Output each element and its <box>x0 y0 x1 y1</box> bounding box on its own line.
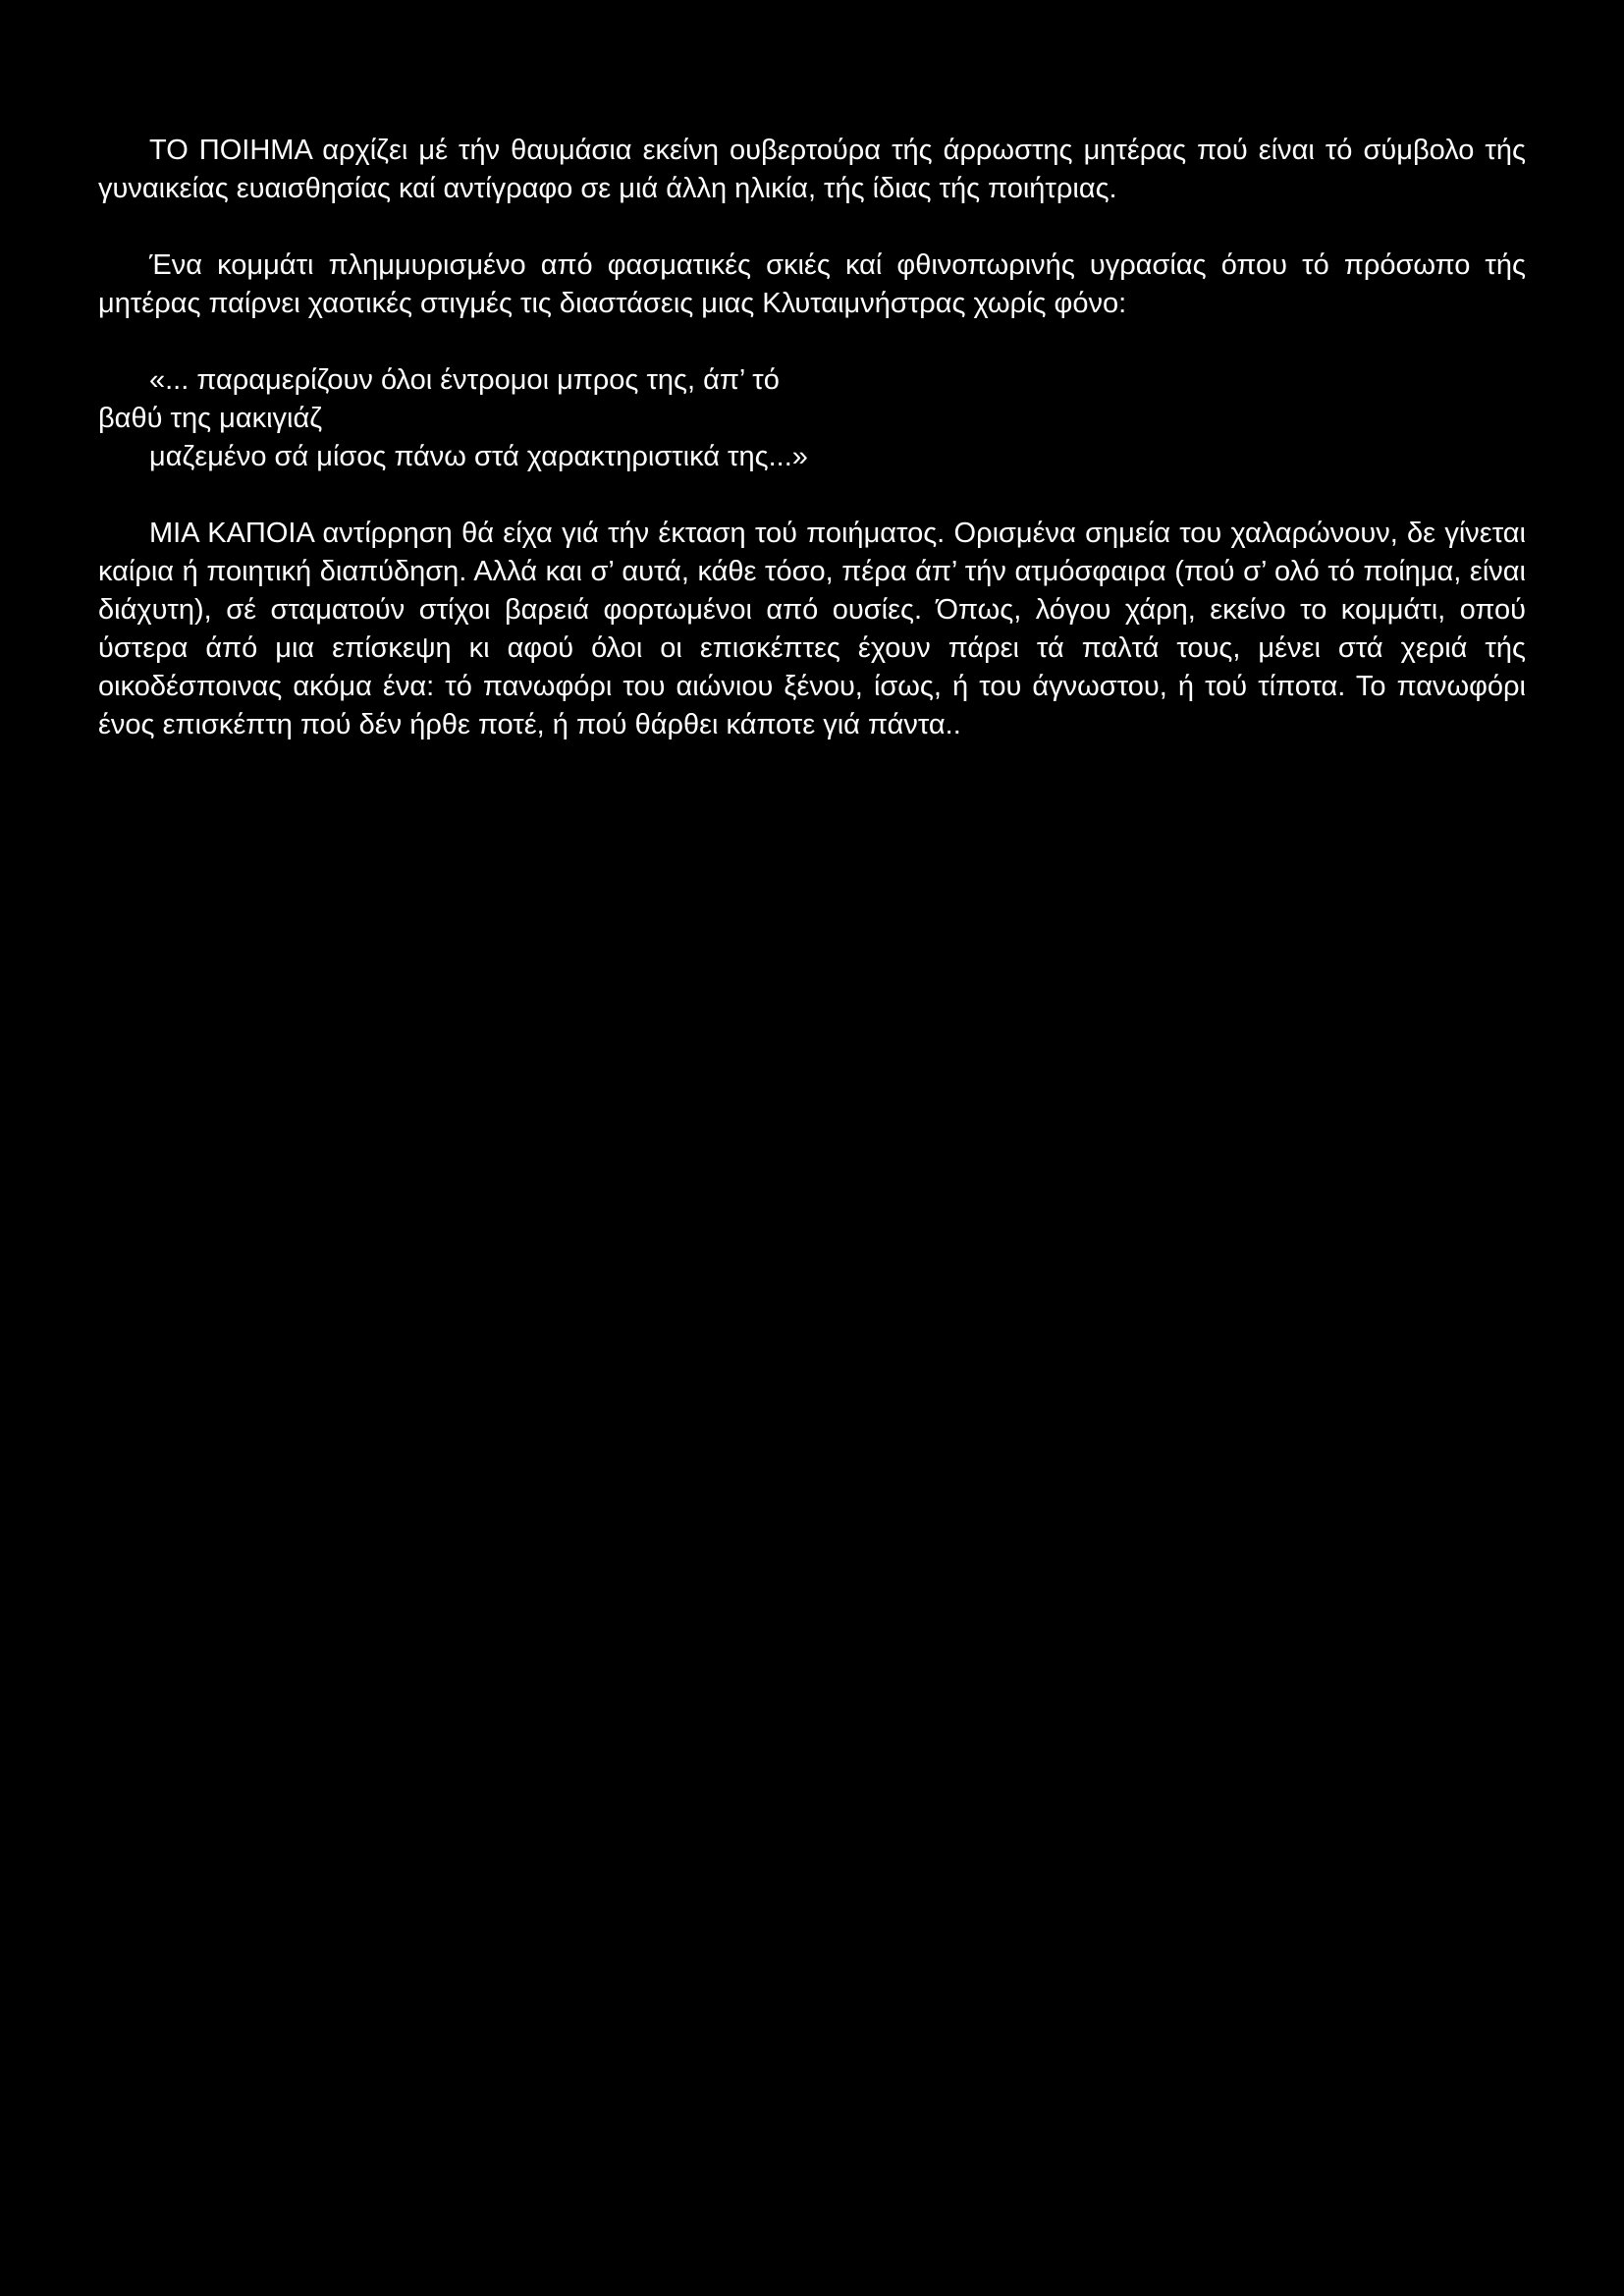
paragraph-spacer <box>98 208 1526 246</box>
document-page <box>98 132 1526 744</box>
quote-line-1: «... παραμερίζουν όλοι έντρομοι μπρος της, άπ’ τό <box>149 364 780 396</box>
paragraph-spacer <box>98 476 1526 515</box>
paragraph-clytemnestra: Ένα κομμάτι πλημμυρισμένο από φασματικές σκιές καί φθινοπωρινής υγρασίας όπου τό πρόσωπο τής μητέρας παίρνει χαοτικές στιγμές τις διαστάσεις μιας Κλυταιμνήστρας χωρίς φόνο: <box>98 249 1526 319</box>
poem-quote <box>98 361 1526 476</box>
paragraph-critique: ΜΙΑ ΚΑΠΟΙΑ αντίρρηση θά είχα γιά τήν έκταση τού ποιήματος. Ορισμένα σημεία του χαλαρώνουν, δε γίνεται καίρια ή ποιητική διαπύδηση. Αλλά και σ’ αυτά, κάθε τόσο, πέρα άπ’ τήν ατμόσφαιρα (πού σ’ ολό τό ποίημα, είναι διάχυτη), σέ σταματούν στίχοι βαρειά φορτωμένοι από ουσίες. Όπως, λόγου χάρη, εκείνο το κομμάτι, οπού ύστερα άπό μια επίσκεψη κι αφού όλοι οι επισκέπτες έχουν πάρει τά παλτά τους, μένει στά χεριά τής οικοδέσποινας ακόμα ένα: τό πανωφόρι του αιώνιου ξένου, ίσως, ή του άγνωστου, ή τού τίποτα. Το πανωφόρι ένος επισκέπτη πού δέν ήρθε ποτέ, ή πού θάρθει κάποτε γιά πάντα.. <box>98 518 1526 740</box>
paragraph-spacer <box>98 323 1526 361</box>
quote-line-3: μαζεμένο σά μίσος πάνω στά χαρακτηριστικά της...» <box>149 441 808 472</box>
paragraph-opening: ΤΟ ΠΟΙΗΜΑ αρχίζει μέ τήν θαυμάσια εκείνη ουβερτούρα τής άρρωστης μητέρας πού είναι τό σύμβολο τής γυναικείας ευαισθησίας καί αντίγραφο σε μιά άλλη ηλικία, τής ίδιας τής ποιήτριας. <box>98 135 1526 204</box>
quote-line-2: βαθύ της μακιγιάζ <box>98 403 323 434</box>
